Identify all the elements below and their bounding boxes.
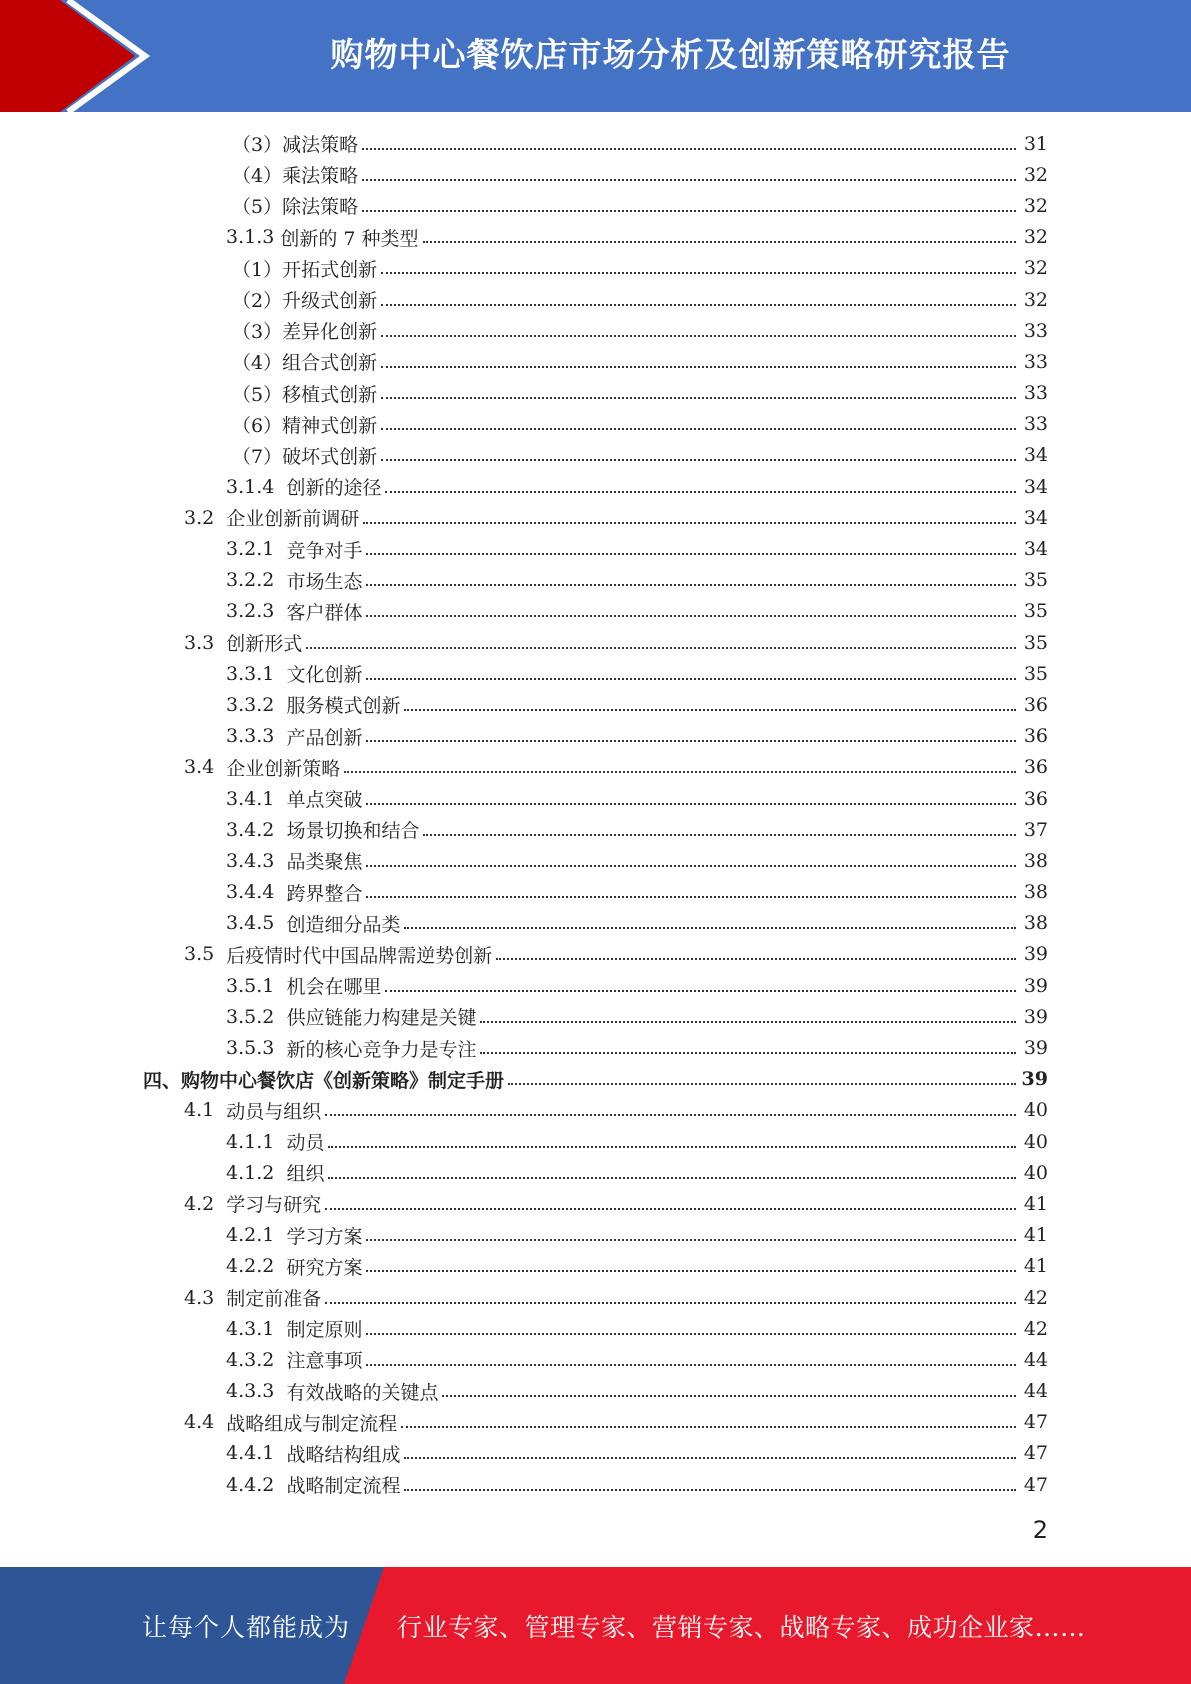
toc-entry-title: 移植式创新 xyxy=(282,383,378,406)
toc-entry-page: 47 xyxy=(1023,1442,1048,1465)
toc-entry-title: 开拓式创新 xyxy=(282,258,378,281)
toc-entry[interactable] xyxy=(0,596,1191,627)
toc-entry-page: 44 xyxy=(1023,1380,1048,1403)
toc-entry-page: 35 xyxy=(1023,569,1048,592)
toc-entry-page: 40 xyxy=(1023,1161,1048,1184)
toc-entry-number: 4.1.2 xyxy=(226,1161,287,1184)
toc-entry-page: 39 xyxy=(1021,1068,1048,1091)
toc-entry-number: 3.5.1 xyxy=(226,974,287,997)
toc-dot-leader xyxy=(404,709,1016,711)
toc-dot-leader xyxy=(423,241,1016,243)
toc-dot-leader xyxy=(344,771,1016,773)
toc-dot-leader xyxy=(366,1270,1016,1272)
toc-entry[interactable] xyxy=(0,1095,1191,1126)
toc-entry[interactable] xyxy=(0,783,1191,814)
toc-entry-page: 37 xyxy=(1023,818,1048,841)
page-header xyxy=(0,0,1191,112)
toc-entry[interactable] xyxy=(0,378,1191,409)
toc-entry-title: 供应链能力构建是关键 xyxy=(286,1007,477,1030)
toc-entry-page: 35 xyxy=(1023,600,1048,623)
toc-entry-title: 竞争对手 xyxy=(286,539,363,562)
toc-entry[interactable] xyxy=(0,502,1191,533)
toc-entry-title: 减法策略 xyxy=(282,134,359,157)
toc-entry-title: 组合式创新 xyxy=(282,352,378,375)
toc-dot-leader xyxy=(362,179,1016,181)
toc-entry-page: 40 xyxy=(1023,1099,1048,1122)
toc-entry[interactable] xyxy=(0,689,1191,720)
toc-entry-number: 3.5.3 xyxy=(226,1037,287,1060)
page-number: 2 xyxy=(1032,1516,1048,1544)
toc-entry-page: 41 xyxy=(1023,1192,1048,1215)
toc-entry-number: 4.4.2 xyxy=(226,1473,287,1496)
toc-entry-number: 3.1.4 xyxy=(226,475,287,498)
toc-entry-title: 组织 xyxy=(286,1163,325,1186)
toc-entry[interactable] xyxy=(0,877,1191,908)
toc-entry-number: 3.2 xyxy=(184,506,227,529)
toc-entry[interactable] xyxy=(0,565,1191,596)
toc-entry-page: 33 xyxy=(1023,413,1048,436)
toc-entry[interactable] xyxy=(0,346,1191,377)
toc-entry[interactable] xyxy=(0,1220,1191,1251)
toc-entry-page: 39 xyxy=(1023,1005,1048,1028)
toc-entry-title: 四、购物中心餐饮店《创新策略》制定手册 xyxy=(143,1069,505,1092)
footer-tagline: 行业专家、管理专家、营销专家、战略专家、成功企业家…… xyxy=(397,1612,1086,1642)
toc-entry-title: 创新的途径 xyxy=(286,477,382,500)
toc-dot-leader xyxy=(366,553,1016,555)
toc-entry[interactable] xyxy=(0,1313,1191,1344)
toc-entry-page: 34 xyxy=(1023,506,1048,529)
toc-entry[interactable] xyxy=(0,222,1191,253)
toc-entry-page: 38 xyxy=(1023,912,1048,935)
toc-entry[interactable] xyxy=(0,1188,1191,1219)
toc-entry-page: 41 xyxy=(1023,1224,1048,1247)
toc-entry-page: 33 xyxy=(1023,350,1048,373)
header-arrow-decoration xyxy=(0,0,160,112)
toc-entry-title: 精神式创新 xyxy=(282,414,378,437)
toc-dot-leader xyxy=(401,1426,1016,1428)
toc-entry-title: 文化创新 xyxy=(286,664,363,687)
toc-entry-title: 研究方案 xyxy=(286,1256,363,1279)
toc-entry[interactable] xyxy=(0,1344,1191,1375)
toc-entry-page: 35 xyxy=(1023,662,1048,685)
table-of-contents xyxy=(0,128,1191,1500)
toc-entry-title: 创新的 7 种类型 xyxy=(280,227,419,250)
toc-entry-title: 企业创新前调研 xyxy=(226,508,360,531)
toc-entry-title: 制定前准备 xyxy=(226,1288,322,1311)
toc-dot-leader xyxy=(366,584,1016,586)
toc-dot-leader xyxy=(381,366,1016,368)
toc-dot-leader xyxy=(366,1239,1016,1241)
toc-entry-page: 38 xyxy=(1023,849,1048,872)
toc-entry[interactable] xyxy=(0,658,1191,689)
toc-entry-title: 新的核心竞争力是专注 xyxy=(286,1038,477,1061)
toc-entry-number: （4） xyxy=(232,165,283,188)
toc-entry-title: 学习与研究 xyxy=(226,1194,322,1217)
toc-dot-leader xyxy=(381,272,1016,274)
toc-dot-leader xyxy=(404,1489,1016,1491)
toc-entry[interactable] xyxy=(0,1282,1191,1313)
page-footer xyxy=(0,1567,1191,1684)
toc-dot-leader xyxy=(404,927,1016,929)
toc-entry-number: 4.3 xyxy=(184,1286,227,1309)
toc-entry-number: 3.3.3 xyxy=(226,725,287,748)
toc-entry-number: 3.1.3 xyxy=(226,226,281,249)
toc-entry-number: （5） xyxy=(232,383,283,406)
toc-dot-leader xyxy=(366,740,1016,742)
toc-entry-number: （5） xyxy=(232,196,283,219)
toc-dot-leader xyxy=(480,1021,1016,1023)
toc-entry-page: 39 xyxy=(1023,974,1048,997)
toc-entry-number: 4.2.1 xyxy=(226,1224,287,1247)
toc-entry-page: 41 xyxy=(1023,1255,1048,1278)
toc-entry-number: 3.2.1 xyxy=(226,538,287,561)
toc-entry-number: 3.2.3 xyxy=(226,600,287,623)
toc-entry-title: 企业创新策略 xyxy=(226,757,341,780)
toc-entry-title: 场景切换和结合 xyxy=(286,820,420,843)
toc-entry-page: 32 xyxy=(1023,288,1048,311)
toc-dot-leader xyxy=(423,834,1016,836)
toc-entry-title: 跨界整合 xyxy=(286,882,363,905)
toc-entry-page: 34 xyxy=(1023,444,1048,467)
toc-entry-page: 31 xyxy=(1023,132,1048,155)
toc-entry-number: （3） xyxy=(232,321,283,344)
toc-dot-leader xyxy=(366,1364,1016,1366)
toc-entry-number: 4.1.1 xyxy=(226,1130,287,1153)
toc-entry-page: 32 xyxy=(1023,226,1048,249)
toc-entry-title: 注意事项 xyxy=(286,1350,363,1373)
toc-entry-number: 3.4.4 xyxy=(226,881,287,904)
toc-entry-title: 乘法策略 xyxy=(282,165,359,188)
toc-dot-leader xyxy=(404,1457,1016,1459)
toc-entry-page: 32 xyxy=(1023,163,1048,186)
toc-entry[interactable] xyxy=(0,939,1191,970)
toc-entry-title: 学习方案 xyxy=(286,1225,363,1248)
toc-entry-number: 3.3.2 xyxy=(226,693,287,716)
toc-entry[interactable] xyxy=(0,1126,1191,1157)
toc-entry-number: （6） xyxy=(232,414,283,437)
toc-entry-page: 36 xyxy=(1023,693,1048,716)
toc-entry-title: 升级式创新 xyxy=(282,290,378,313)
toc-dot-leader xyxy=(442,1395,1016,1397)
toc-entry-page: 42 xyxy=(1023,1317,1048,1340)
toc-entry-number: 3.3 xyxy=(184,631,227,654)
toc-entry[interactable] xyxy=(0,1064,1191,1095)
toc-dot-leader xyxy=(366,615,1016,617)
toc-entry[interactable] xyxy=(0,409,1191,440)
toc-entry-page: 40 xyxy=(1023,1130,1048,1153)
toc-entry-title: 创造细分品类 xyxy=(286,913,401,936)
toc-entry-number: 3.4.5 xyxy=(226,912,287,935)
toc-entry-title: 动员 xyxy=(286,1132,325,1155)
toc-entry[interactable] xyxy=(0,1376,1191,1407)
toc-entry-page: 36 xyxy=(1023,756,1048,779)
toc-dot-leader xyxy=(328,1146,1016,1148)
toc-entry-page: 47 xyxy=(1023,1473,1048,1496)
toc-entry-page: 36 xyxy=(1023,725,1048,748)
toc-entry-page: 47 xyxy=(1023,1411,1048,1434)
toc-entry-number: 4.3.1 xyxy=(226,1317,287,1340)
toc-entry-number: 3.4.1 xyxy=(226,787,287,810)
toc-dot-leader xyxy=(363,522,1016,524)
toc-entry[interactable] xyxy=(0,814,1191,845)
toc-entry-page: 38 xyxy=(1023,881,1048,904)
toc-entry-number: 4.3.3 xyxy=(226,1380,287,1403)
toc-entry-number: 3.5 xyxy=(184,943,227,966)
toc-entry[interactable] xyxy=(0,1469,1191,1500)
toc-entry-title: 品类聚焦 xyxy=(286,851,363,874)
toc-dot-leader xyxy=(381,397,1016,399)
toc-dot-leader xyxy=(325,1114,1016,1116)
toc-entry-title: 制定原则 xyxy=(286,1319,363,1342)
toc-entry[interactable] xyxy=(0,1032,1191,1063)
toc-entry-number: 3.4.3 xyxy=(226,849,287,872)
toc-entry[interactable] xyxy=(0,253,1191,284)
toc-entry-title: 产品创新 xyxy=(286,726,363,749)
toc-entry-title: 有效战略的关键点 xyxy=(286,1381,439,1404)
toc-entry[interactable] xyxy=(0,284,1191,315)
toc-dot-leader xyxy=(496,958,1016,960)
toc-dot-leader xyxy=(385,990,1016,992)
toc-dot-leader xyxy=(328,1177,1016,1179)
toc-dot-leader xyxy=(366,678,1016,680)
toc-entry-title: 服务模式创新 xyxy=(286,695,401,718)
toc-dot-leader xyxy=(366,803,1016,805)
toc-entry[interactable] xyxy=(0,315,1191,346)
toc-entry-number: 4.3.2 xyxy=(226,1348,287,1371)
toc-entry-title: 战略组成与制定流程 xyxy=(226,1412,398,1435)
toc-dot-leader xyxy=(508,1083,1016,1085)
toc-entry-page: 44 xyxy=(1023,1348,1048,1371)
toc-entry-number: 3.4 xyxy=(184,756,227,779)
toc-dot-leader xyxy=(480,1052,1016,1054)
toc-entry-number: 3.3.1 xyxy=(226,662,287,685)
toc-entry[interactable] xyxy=(0,1001,1191,1032)
toc-entry[interactable] xyxy=(0,440,1191,471)
toc-dot-leader xyxy=(381,459,1016,461)
toc-entry-title: 动员与组织 xyxy=(226,1100,322,1123)
toc-entry-number: 4.2 xyxy=(184,1192,227,1215)
toc-dot-leader xyxy=(381,304,1016,306)
toc-entry[interactable] xyxy=(0,908,1191,939)
toc-entry[interactable] xyxy=(0,752,1191,783)
toc-entry-page: 33 xyxy=(1023,382,1048,405)
toc-entry[interactable] xyxy=(0,1157,1191,1188)
toc-entry-number: （7） xyxy=(232,445,283,468)
toc-dot-leader xyxy=(381,428,1016,430)
toc-entry[interactable] xyxy=(0,1251,1191,1282)
toc-entry[interactable] xyxy=(0,159,1191,190)
toc-entry-number: （3） xyxy=(232,134,283,157)
toc-entry-page: 34 xyxy=(1023,475,1048,498)
toc-entry-number: 3.5.2 xyxy=(226,1005,287,1028)
toc-dot-leader xyxy=(306,647,1016,649)
toc-entry[interactable] xyxy=(0,128,1191,159)
toc-entry[interactable] xyxy=(0,721,1191,752)
toc-entry-number: 4.1 xyxy=(184,1099,227,1122)
toc-entry-title: 后疫情时代中国品牌需逆势创新 xyxy=(226,944,493,967)
toc-entry-number: 4.2.2 xyxy=(226,1255,287,1278)
toc-entry-page: 32 xyxy=(1023,194,1048,217)
toc-entry-number: 4.4.1 xyxy=(226,1442,287,1465)
toc-dot-leader xyxy=(362,210,1016,212)
toc-dot-leader xyxy=(366,896,1016,898)
toc-entry[interactable] xyxy=(0,845,1191,876)
toc-dot-leader xyxy=(325,1302,1016,1304)
toc-dot-leader xyxy=(366,865,1016,867)
toc-entry-title: 破坏式创新 xyxy=(282,445,378,468)
toc-entry-page: 32 xyxy=(1023,257,1048,280)
toc-entry-title: 创新形式 xyxy=(226,633,303,656)
toc-dot-leader xyxy=(325,1208,1016,1210)
toc-entry-title: 除法策略 xyxy=(282,196,359,219)
report-title: 购物中心餐饮店市场分析及创新策略研究报告 xyxy=(330,34,1011,74)
toc-dot-leader xyxy=(385,491,1016,493)
toc-dot-leader xyxy=(366,1333,1016,1335)
toc-entry-title: 差异化创新 xyxy=(282,321,378,344)
toc-entry-number: 3.4.2 xyxy=(226,818,287,841)
toc-entry-page: 42 xyxy=(1023,1286,1048,1309)
toc-entry[interactable] xyxy=(0,627,1191,658)
toc-entry-title: 市场生态 xyxy=(286,570,363,593)
toc-entry[interactable] xyxy=(0,1438,1191,1469)
toc-entry-title: 战略制定流程 xyxy=(286,1475,401,1498)
toc-entry-title: 客户群体 xyxy=(286,601,363,624)
toc-entry-page: 34 xyxy=(1023,538,1048,561)
toc-entry-number: （2） xyxy=(232,290,283,313)
toc-entry-number: （4） xyxy=(232,352,283,375)
toc-entry-title: 机会在哪里 xyxy=(286,976,382,999)
toc-entry[interactable] xyxy=(0,970,1191,1001)
toc-entry-number: 3.2.2 xyxy=(226,569,287,592)
toc-entry[interactable] xyxy=(0,533,1191,564)
footer-slogan: 让每个人都能成为 xyxy=(142,1612,351,1642)
toc-entry-number: （1） xyxy=(232,258,283,281)
toc-entry-page: 35 xyxy=(1023,631,1048,654)
toc-entry[interactable] xyxy=(0,471,1191,502)
toc-dot-leader xyxy=(381,335,1016,337)
toc-entry-page: 36 xyxy=(1023,787,1048,810)
toc-entry-number: 4.4 xyxy=(184,1411,227,1434)
toc-dot-leader xyxy=(362,148,1016,150)
toc-entry-page: 39 xyxy=(1023,1037,1048,1060)
toc-entry[interactable] xyxy=(0,1407,1191,1438)
toc-entry-title: 单点突破 xyxy=(286,789,363,812)
toc-entry-title: 战略结构组成 xyxy=(286,1443,401,1466)
toc-entry[interactable] xyxy=(0,190,1191,221)
toc-entry-page: 33 xyxy=(1023,319,1048,342)
toc-entry-page: 39 xyxy=(1023,943,1048,966)
